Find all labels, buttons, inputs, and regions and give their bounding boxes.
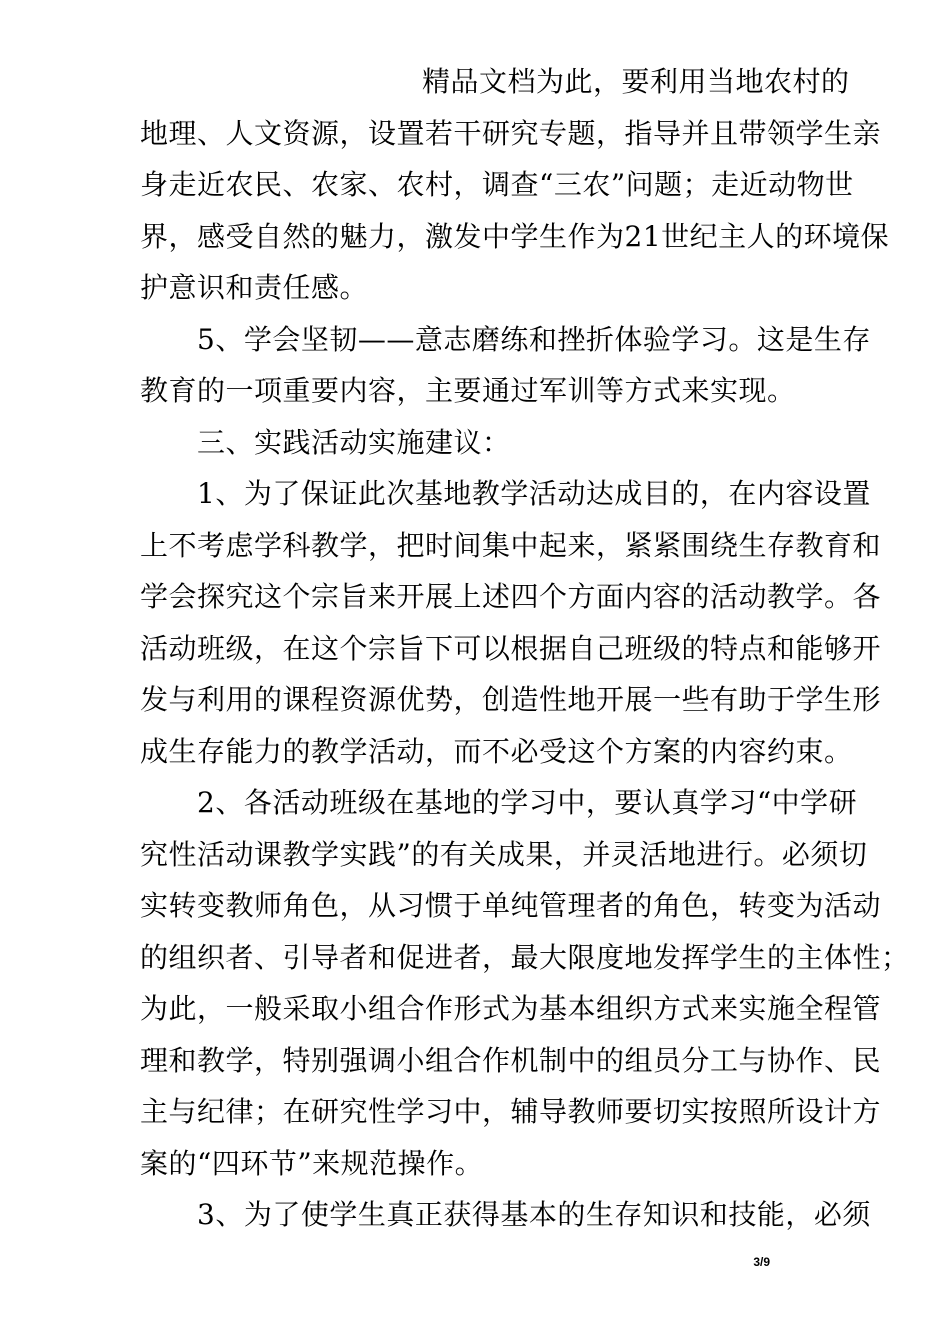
text-line: 上不考虑学科教学，把时间集中起来，紧紧围绕生存教育和 xyxy=(140,528,882,562)
first-line xyxy=(140,56,850,108)
paragraph-start-line: 5、学会坚韧——意志磨练和挫折体验学习。这是生存 xyxy=(197,322,871,356)
text-line: 成生存能力的教学活动，而不必受这个方案的内容约束。 xyxy=(140,734,853,768)
paragraph-start-line: 3、为了使学生真正获得基本的生存知识和技能，必须 xyxy=(197,1198,871,1231)
body-text xyxy=(140,56,910,1241)
text-line: 究性活动课教学实践”的有关成果，并灵活地进行。必须切 xyxy=(140,837,868,871)
text-line: 活动班级，在这个宗旨下可以根据自己班级的特点和能够开 xyxy=(140,631,882,665)
paragraph-start-line: 1、为了保证此次基地教学活动达成目的，在内容设置 xyxy=(197,477,871,510)
text-line: 发与利用的课程资源优势，创造性地开展一些有助于学生形 xyxy=(140,683,882,716)
first-line-text: 为此，要利用当地农村的 xyxy=(536,65,850,98)
text-line: 护意识和责任感。 xyxy=(140,271,369,304)
section-heading: 三、实践活动实施建议： xyxy=(197,425,511,459)
paragraph-start-line: 2、各活动班级在基地的学习中，要认真学习“中学研 xyxy=(197,786,858,819)
text-line: 案的“四环节”来规范操作。 xyxy=(140,1146,484,1180)
text-line: 为此，一般采取小组合作形式为基本组织方式来实施全程管 xyxy=(140,992,882,1025)
text-line: 学会探究这个宗旨来开展上述四个方面内容的活动教学。各 xyxy=(140,580,882,613)
text-line: 实转变教师角色，从习惯于单纯管理者的角色，转变为活动 xyxy=(140,889,882,922)
watermark-text: 精品文档 xyxy=(422,65,537,98)
text-line: 地理、人文资源，设置若干研究专题，指导并且带领学生亲 xyxy=(140,116,882,150)
text-line: 界，感受自然的魅力，激发中学生作为21世纪主人的环境保 xyxy=(140,219,890,253)
text-line: 身走近农民、农家、农村，调查“三农”问题；走近动物世 xyxy=(140,168,854,201)
text-line: 主与纪律；在研究性学习中，辅导教师要切实按照所设计方 xyxy=(140,1095,882,1128)
page-number: 3/9 xyxy=(753,1255,770,1269)
text-line: 理和教学，特别强调小组合作机制中的组员分工与协作、民 xyxy=(140,1043,882,1077)
text-line: 的组织者、引导者和促进者，最大限度地发挥学生的主体性； xyxy=(140,940,910,974)
text-line: 教育的一项重要内容，主要通过军训等方式来实现。 xyxy=(140,374,796,407)
